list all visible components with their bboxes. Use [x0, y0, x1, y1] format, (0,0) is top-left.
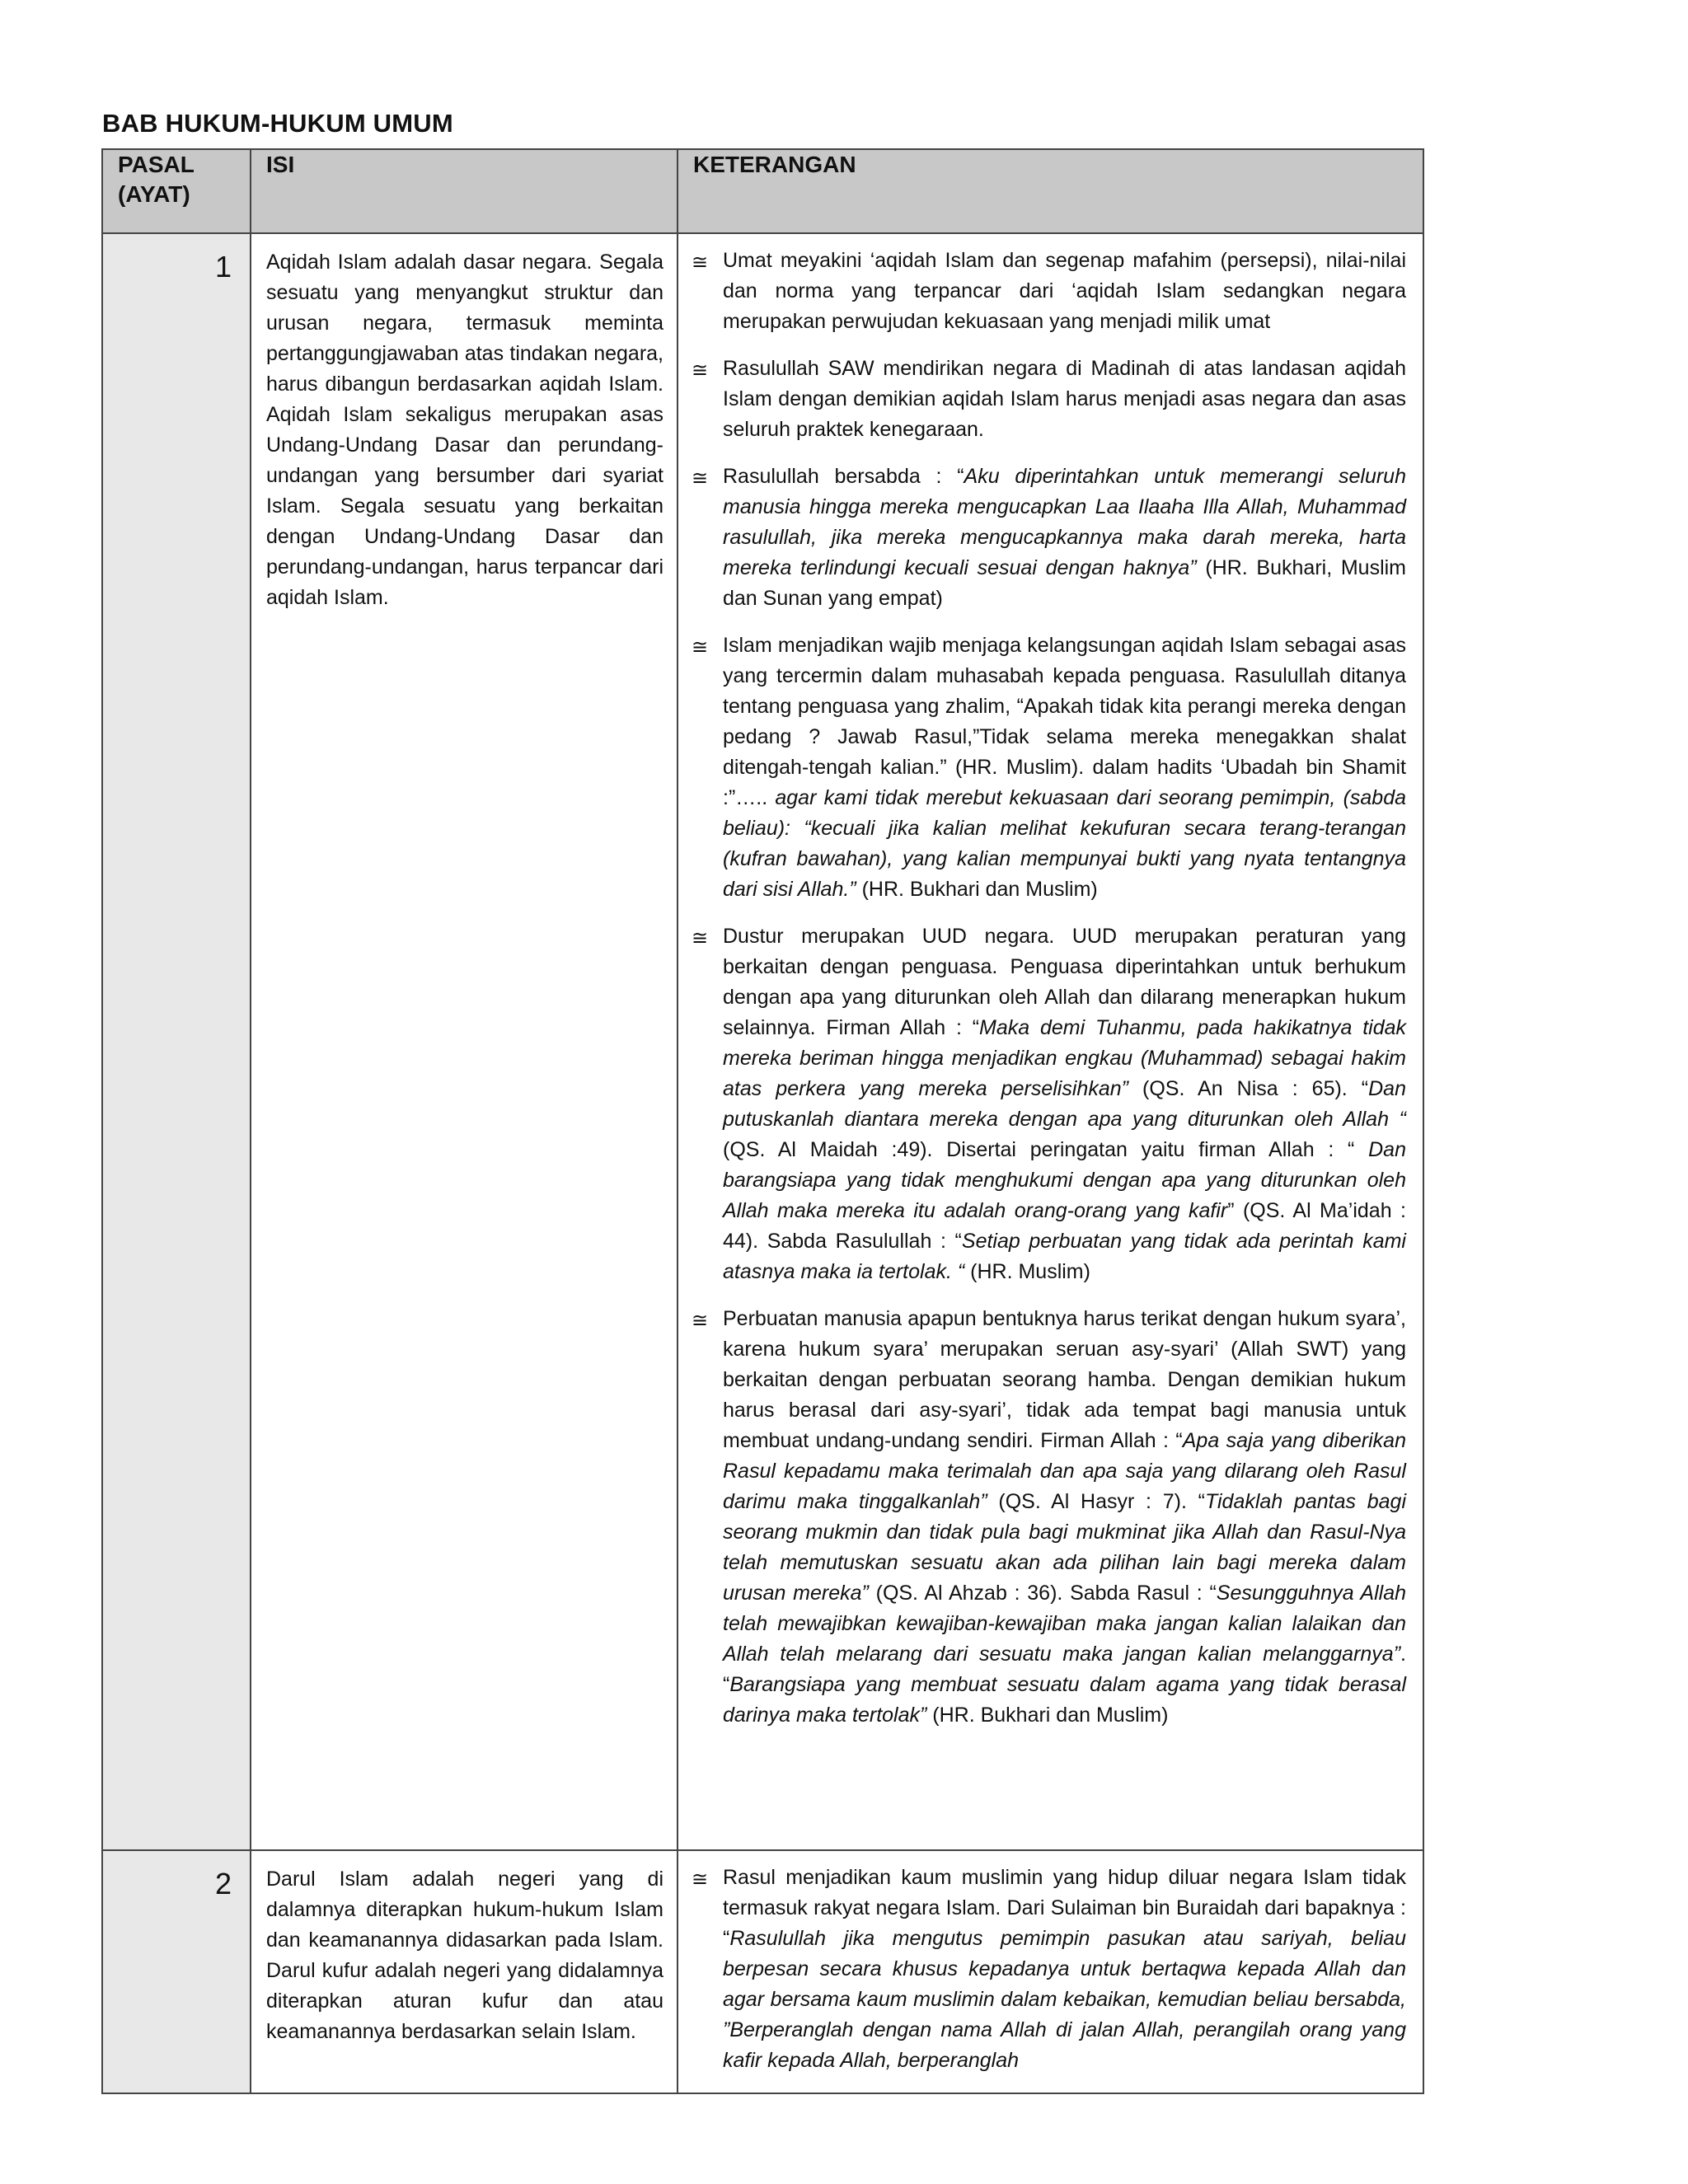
bullet-icon: ≅: [692, 1868, 709, 1891]
bullet-icon: ≅: [692, 636, 709, 658]
plain-text: Perbuatan manusia apapun bentuknya harus terikat dengan hukum syara’, karena hukum syara’ merupakan seruan asy-syari’ (Allah SWT) yang berkaitan dengan perbuatan seorang hamba. Dengan demikian hukum harus berasal dari asy-syari’, tidak ada tempat bagi manusia untuk membuat undang-undang sendiri. Firman Allah : “: [723, 1307, 1406, 1452]
keterangan-cell: [678, 233, 1423, 1850]
keterangan-item: [692, 630, 1406, 905]
quote-text: Sesungguhnya Allah telah mewajibkan kewajiban-kewajiban maka jangan kalian lalaikan dan Allah telah melarang dari sesuatu maka jangan kalian melanggarnya”: [723, 1582, 1407, 1666]
keterangan-item: [692, 246, 1406, 337]
keterangan-item: [692, 462, 1406, 614]
header-pasal: PASAL (AYAT): [102, 149, 251, 233]
keterangan-item: [692, 1304, 1406, 1731]
quote-text: Dan barangsiapa yang tidak menghukumi dengan apa yang diturunkan oleh Allah maka mereka itu adalah orang-orang yang kafir: [723, 1138, 1406, 1222]
quote-text: agar kami tidak merebut kekuasaan dari seorang pemimpin, (sabda beliau): “kecuali jika kalian melihat kekufuran secara terang-terangan (kufran bawahan), yang kalian mempunyai bukti yang nyata tentangnya dari sisi Allah.”: [723, 786, 1407, 901]
plain-text: (HR. Bukhari dan Muslim): [926, 1704, 1169, 1727]
header-isi: ISI: [251, 149, 678, 233]
bullet-icon: ≅: [692, 251, 709, 274]
keterangan-text: [723, 354, 1406, 445]
quote-text: Setiap perbuatan yang tidak ada perintah kami atasnya maka ia tertolak. “: [723, 1230, 1406, 1283]
plain-text: Rasul menjadikan kaum muslimin yang hidup diluar negara Islam tidak termasuk rakyat negara Islam. Dari Sulaiman bin Buraidah dari bapaknya : “: [723, 1866, 1406, 1950]
law-table: [101, 148, 1424, 2094]
keterangan-text: [723, 1863, 1406, 2076]
plain-text: (QS. An Nisa : 65). “: [1128, 1077, 1369, 1100]
plain-text: (HR. Muslim): [964, 1260, 1090, 1283]
plain-text: (HR. Bukhari, Muslim dan Sunan yang empat): [723, 556, 1406, 610]
plain-text: (QS. Al Ahzab : 36). Sabda Rasul : “: [868, 1582, 1217, 1605]
keterangan-item: [692, 1863, 1406, 2076]
table-header-row: [102, 149, 1423, 233]
keterangan-text: [723, 462, 1406, 614]
plain-text: (QS. Al Maidah :49). Disertai peringatan yaitu firman Allah : “: [723, 1138, 1369, 1161]
isi-cell: Darul Islam adalah negeri yang di dalamnya diterapkan hukum-hukum Islam dan keamanannya didasarkan pada Islam. Darul kufur adalah negeri yang didalamnya diterapkan aturan kufur dan atau keamanannya berdasarkan selain Islam.: [251, 1850, 678, 2093]
chapter-title: BAB HUKUM-HUKUM UMUM: [102, 109, 453, 138]
bullet-icon: ≅: [692, 927, 709, 949]
quote-text: Rasulullah jika mengutus pemimpin pasukan atau sariyah, beliau berpesan secara khusus kepadanya untuk bertaqwa kepada Allah dan agar bersama kaum muslimin dalam kebaikan, kemudian beliau bersabda, ”Berperanglah dengan nama Allah di jalan Allah, perangilah orang yang kafir kepada Allah, berperanglah: [723, 1927, 1406, 2072]
keterangan-item: [692, 921, 1406, 1287]
bullet-icon: ≅: [692, 467, 709, 490]
plain-text: Rasulullah bersabda : “: [723, 465, 964, 488]
keterangan-cell: [678, 1850, 1423, 2093]
plain-text: Rasulullah SAW mendirikan negara di Madinah di atas landasan aqidah Islam dengan demikian aqidah Islam harus menjadi asas negara dan asas seluruh praktek kenegaraan.: [723, 357, 1406, 441]
quote-text: Apa saja yang diberikan Rasul kepadamu maka terimalah dan apa saja yang dilarang oleh Rasul darimu maka tinggalkanlah”: [723, 1429, 1406, 1513]
keterangan-text: [723, 630, 1406, 905]
plain-text: (HR. Bukhari dan Muslim): [856, 878, 1098, 901]
isi-cell: Aqidah Islam adalah dasar negara. Segala sesuatu yang menyangkut struktur dan urusan negara, termasuk meminta pertanggungjawaban atas tindakan negara, harus dibangun berdasarkan aqidah Islam. Aqidah Islam sekaligus merupakan asas Undang-Undang Dasar dan perundang-undangan yang bersumber dari syariat Islam. Segala sesuatu yang berkaitan dengan Undang-Undang Dasar dan perundang-undangan, harus terpancar dari aqidah Islam.: [251, 233, 678, 1850]
plain-text: ” (QS. Al Ma’idah : 44). Sabda Rasulullah : “: [723, 1199, 1406, 1253]
table-row: [102, 233, 1423, 1850]
keterangan-text: [723, 921, 1406, 1287]
keterangan-item: [692, 354, 1406, 445]
quote-text: Barangsiapa yang membuat sesuatu dalam agama yang tidak berasal darinya maka tertolak”: [723, 1673, 1406, 1727]
header-keterangan: KETERANGAN: [678, 149, 1423, 233]
plain-text: (QS. Al Hasyr : 7). “: [987, 1490, 1205, 1513]
quote-text: Dan putuskanlah diantara mereka dengan apa yang diturunkan oleh Allah “: [723, 1077, 1406, 1131]
bullet-icon: ≅: [692, 359, 709, 382]
table-row: [102, 1850, 1423, 2093]
plain-text: Islam menjadikan wajib menjaga kelangsungan aqidah Islam sebagai asas yang tercermin dalam muhasabah kepada penguasa. Rasulullah ditanya tentang penguasa yang zhalim, “Apakah tidak kita perangi mereka dengan pedang ? Jawab Rasul,”Tidak selama mereka menegakkan shalat ditengah-tengah kalian.” (HR. Muslim). dalam hadits ‘Ubadah bin Shamit :”…..: [723, 634, 1406, 809]
plain-text: Dustur merupakan UUD negara. UUD merupakan peraturan yang berkaitan dengan penguasa. Penguasa diperintahkan untuk berhukum dengan apa yang diturunkan oleh Allah dan dilarang menerapkan hukum selainnya. Firman Allah : “: [723, 925, 1406, 1039]
keterangan-text: [723, 1304, 1406, 1731]
quote-text: Aku diperintahkan untuk memerangi seluruh manusia hingga mereka mengucapkan Laa Ilaaha Illa Allah, Muhammad rasulullah, jika mereka mengucapkannya maka darah mereka, harta mereka terlindungi kecuali sesuai dengan haknya”: [723, 465, 1406, 579]
quote-text: Maka demi Tuhanmu, pada hakikatnya tidak mereka beriman hingga menjadikan engkau (Muhammad) sebagai hakim atas perkera yang mereka perselisihkan”: [723, 1016, 1407, 1100]
pasal-number: 2: [102, 1850, 251, 2093]
pasal-number: 1: [102, 233, 251, 1850]
keterangan-text: [723, 246, 1406, 337]
bullet-icon: ≅: [692, 1310, 709, 1332]
plain-text: Umat meyakini ‘aqidah Islam dan segenap mafahim (persepsi), nilai-nilai dan norma yang terpancar dari ‘aqidah Islam sedangkan negara merupakan perwujudan kekuasaan yang menjadi milik umat: [723, 249, 1406, 333]
quote-text: Tidaklah pantas bagi seorang mukmin dan tidak pula bagi mukminat jika Allah dan Rasul-Nya telah memutuskan sesuatu akan ada pilihan lain bagi mereka dalam urusan mereka”: [723, 1490, 1406, 1605]
plain-text: . “: [723, 1643, 1406, 1696]
